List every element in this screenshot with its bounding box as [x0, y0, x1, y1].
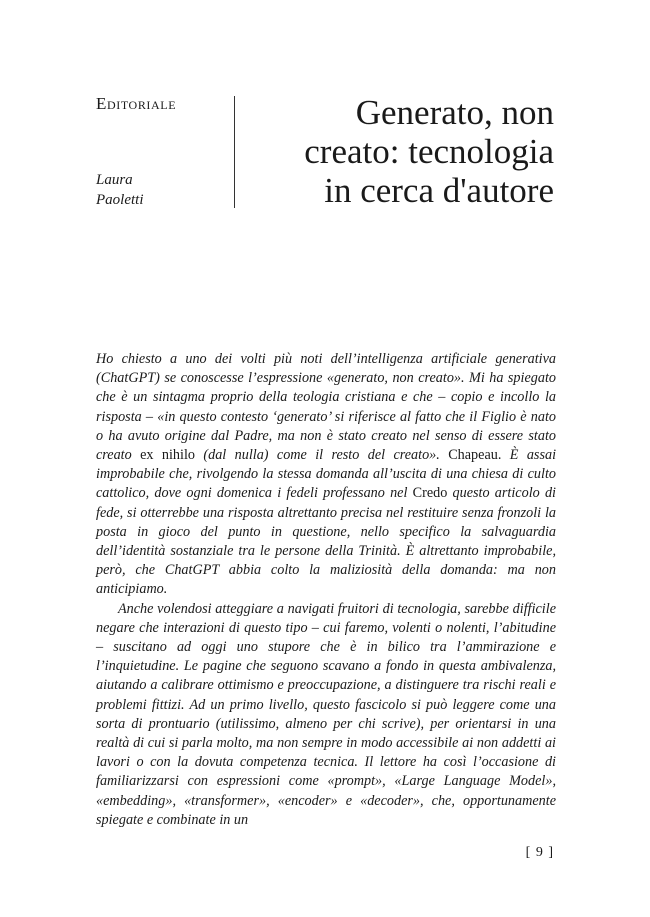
- p1-text-a: Ho chiesto a uno dei volti più noti dell’intelligenza artificiale generativa (ChatGPT) se conoscesse l’espressione «generato, non creato». Mi ha spiegato che è un sintagma proprio della teologia cristiana e che – copio e incollo la risposta – «in questo contesto ‘generato’ si riferisce al fatto che il Figlio è nato o ha avuto origine dal Padre, ma non è stato creato nel senso di essere stato creato: [96, 351, 556, 464]
- article-title: [244, 93, 554, 210]
- title-line-2: creato: tecnologia: [304, 132, 554, 171]
- p1-text-b: (dal nulla) come il resto del creato».: [203, 447, 440, 464]
- header-divider: [234, 96, 235, 208]
- paragraph-2: Anche volendosi atteggiare a navigati fruitori di tecnologia, sarebbe difficile negare che interazioni di questo tipo – cui faremo, volenti o nolenti, l’abitudine – suscitano ad oggi uno stupore che è in bilico tra l’ammirazione e l’inquietudine. Le pagine che seguono scavano a fondo in questa ambivalenza, aiutando a calibrare ottimismo e preoccupazione, a distinguere tra rischi reali e problemi fittizi. Ad un primo livello, questo fascicolo si può leggere come una sorta di prontuario (utilissimo, almeno per chi scrive), per orientarsi in una realtà di cui si parla molto, ma non sempre in modo accessibile ai non addetti ai lavori o con la dovuta competenza tecnica. Il lettore ha così l’occasione di familiarizzarsi con espressioni come «prompt», «Large Language Model», «embedding», «transformer», «encoder» e «decoder», che, opportunamente spiegate e combinate in un: [96, 600, 556, 828]
- article-body: [96, 350, 556, 830]
- page-number: [ 9 ]: [525, 845, 554, 860]
- section-label: Editoriale: [96, 94, 177, 113]
- p1-text-c: È assai improbabile che, rivolgendo la stessa domanda all’uscita di una chiesa di culto cattolico, dove ogni domenica i fedeli professano nel: [96, 447, 557, 502]
- title-line-1: Generato, non: [355, 93, 554, 132]
- author-name: [96, 170, 144, 210]
- p1-latin-term: ex nihilo: [140, 447, 195, 464]
- p1-chapeau: Chapeau.: [448, 447, 502, 464]
- author-last-name: Paoletti: [96, 192, 144, 208]
- title-line-3: in cerca d'autore: [324, 171, 554, 210]
- author-first-name: Laura: [96, 172, 133, 188]
- p1-credo: Credo: [412, 485, 448, 502]
- paragraph-1: [96, 350, 556, 600]
- p1-text-d: questo articolo di fede, si otterrebbe una risposta altrettanto precisa nel restituire senza fronzoli la posta in gioco del punto in questione, nello specifico la salvaguardia dell’identità sostanziale tra le persone della Trinità. È altrettanto improbabile, però, che ChatGPT abbia colto la maliziosità della domanda: ma non anticipiamo.: [96, 485, 556, 598]
